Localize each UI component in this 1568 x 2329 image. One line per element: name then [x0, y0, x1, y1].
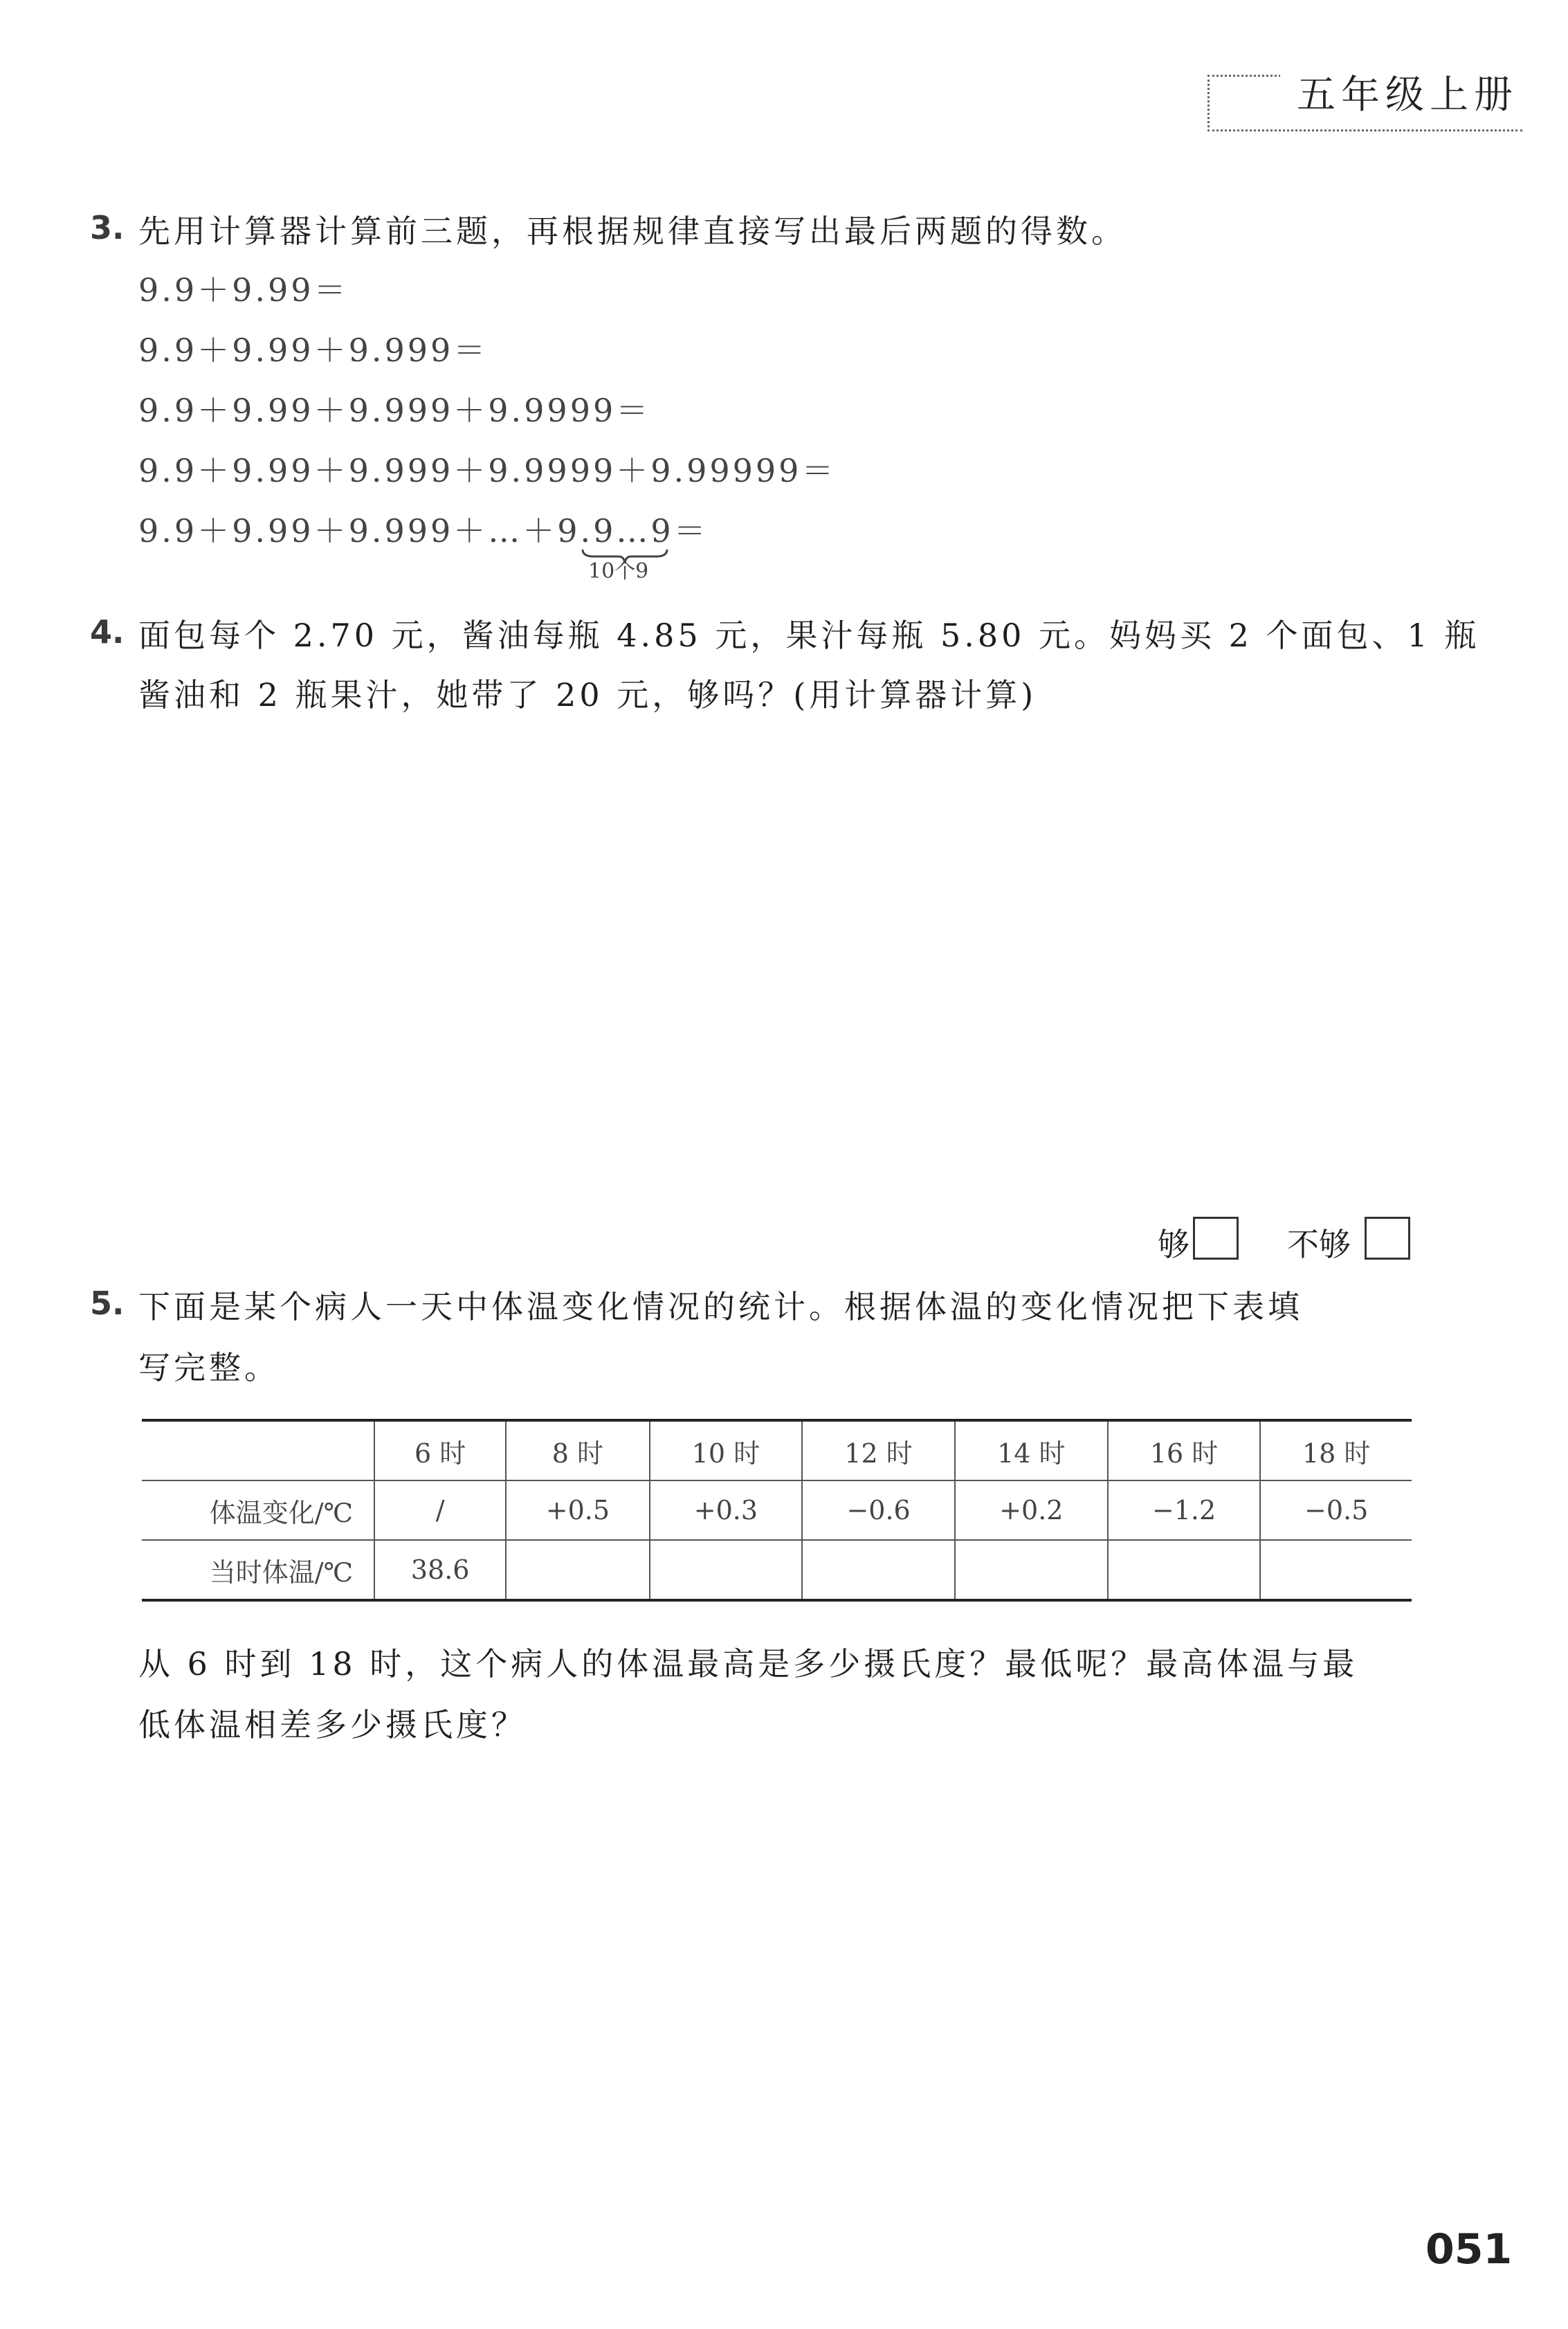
table-cell: +0.3 [650, 1480, 803, 1540]
question-5-followup-line-1: 从 6 时到 18 时，这个病人的体温最高是多少摄氏度？最低呢？最高体温与最 [138, 1645, 1358, 1683]
question-5-number: 5. [90, 1285, 125, 1322]
option-enough-checkbox[interactable] [1193, 1217, 1239, 1260]
equation-5-suffix: ＝ [673, 512, 709, 550]
equation-1: 9.9＋9.99＝ [138, 271, 349, 309]
table-row-label: 体温变化/℃ [142, 1480, 374, 1540]
question-3-number: 3. [90, 209, 125, 246]
table-cell: +0.2 [955, 1480, 1108, 1540]
temperature-table [142, 1419, 1412, 1602]
question-4-line-2: 酱油和 2 瓶果汁，她带了 20 元，够吗？(用计算器计算) [138, 676, 1037, 714]
equation-2: 9.9＋9.99＋9.999＝ [138, 332, 489, 369]
page-number: 051 [1425, 2225, 1513, 2274]
equation-5 [138, 506, 709, 552]
grade-label: 五年级上册 [1280, 64, 1535, 127]
option-not-enough-label: 不够 [1287, 1226, 1351, 1263]
table-answer-cell[interactable] [650, 1540, 803, 1600]
table-answer-cell[interactable] [955, 1540, 1108, 1600]
table-row-label: 当时体温/℃ [142, 1540, 374, 1600]
underbrace-label: 10个9 [588, 559, 649, 583]
table-cell: / [374, 1480, 506, 1540]
option-enough-label: 够 [1158, 1226, 1189, 1263]
option-not-enough-checkbox[interactable] [1365, 1217, 1410, 1260]
question-3-prompt: 先用计算器计算前三题，再根据规律直接写出最后两题的得数。 [138, 212, 1127, 250]
table-header-cell [142, 1420, 374, 1480]
table-cell: −0.5 [1260, 1480, 1412, 1540]
table-answer-cell[interactable] [506, 1540, 649, 1600]
equation-5-prefix: 9.9＋9.99＋9.999＋…＋9. [138, 512, 594, 550]
table-header-cell: 16 时 [1108, 1420, 1261, 1480]
table-row-current [142, 1540, 1412, 1600]
question-4-line-1: 面包每个 2.70 元，酱油每瓶 4.85 元，果汁每瓶 5.80 元。妈妈买 2 个面包、1 瓶 [138, 617, 1480, 654]
table-header-cell: 14 时 [955, 1420, 1108, 1480]
question-5-line-2: 写完整。 [138, 1349, 280, 1386]
table-header-row [142, 1420, 1412, 1480]
table-row-change [142, 1480, 1412, 1540]
table-cell: +0.5 [506, 1480, 649, 1540]
equation-5-digits: 9…9 [593, 512, 674, 550]
table-cell: 38.6 [374, 1540, 506, 1600]
table-answer-cell[interactable] [1108, 1540, 1261, 1600]
question-5-followup-line-2: 低体温相差多少摄氏度？ [138, 1706, 527, 1743]
question-4-number: 4. [90, 613, 125, 651]
equation-3: 9.9＋9.99＋9.999＋9.9999＝ [138, 392, 651, 429]
table-answer-cell[interactable] [802, 1540, 955, 1600]
table-header-cell: 6 时 [374, 1420, 506, 1480]
equation-4: 9.9＋9.99＋9.999＋9.9999＋9.99999＝ [138, 452, 837, 489]
table-header-cell: 12 时 [802, 1420, 955, 1480]
table-cell: −0.6 [802, 1480, 955, 1540]
table-header-cell: 8 时 [506, 1420, 649, 1480]
table-cell: −1.2 [1108, 1480, 1261, 1540]
question-5-line-1: 下面是某个病人一天中体温变化情况的统计。根据体温的变化情况把下表填 [138, 1288, 1303, 1325]
table-answer-cell[interactable] [1260, 1540, 1412, 1600]
table-header-cell: 18 时 [1260, 1420, 1412, 1480]
table-header-cell: 10 时 [650, 1420, 803, 1480]
